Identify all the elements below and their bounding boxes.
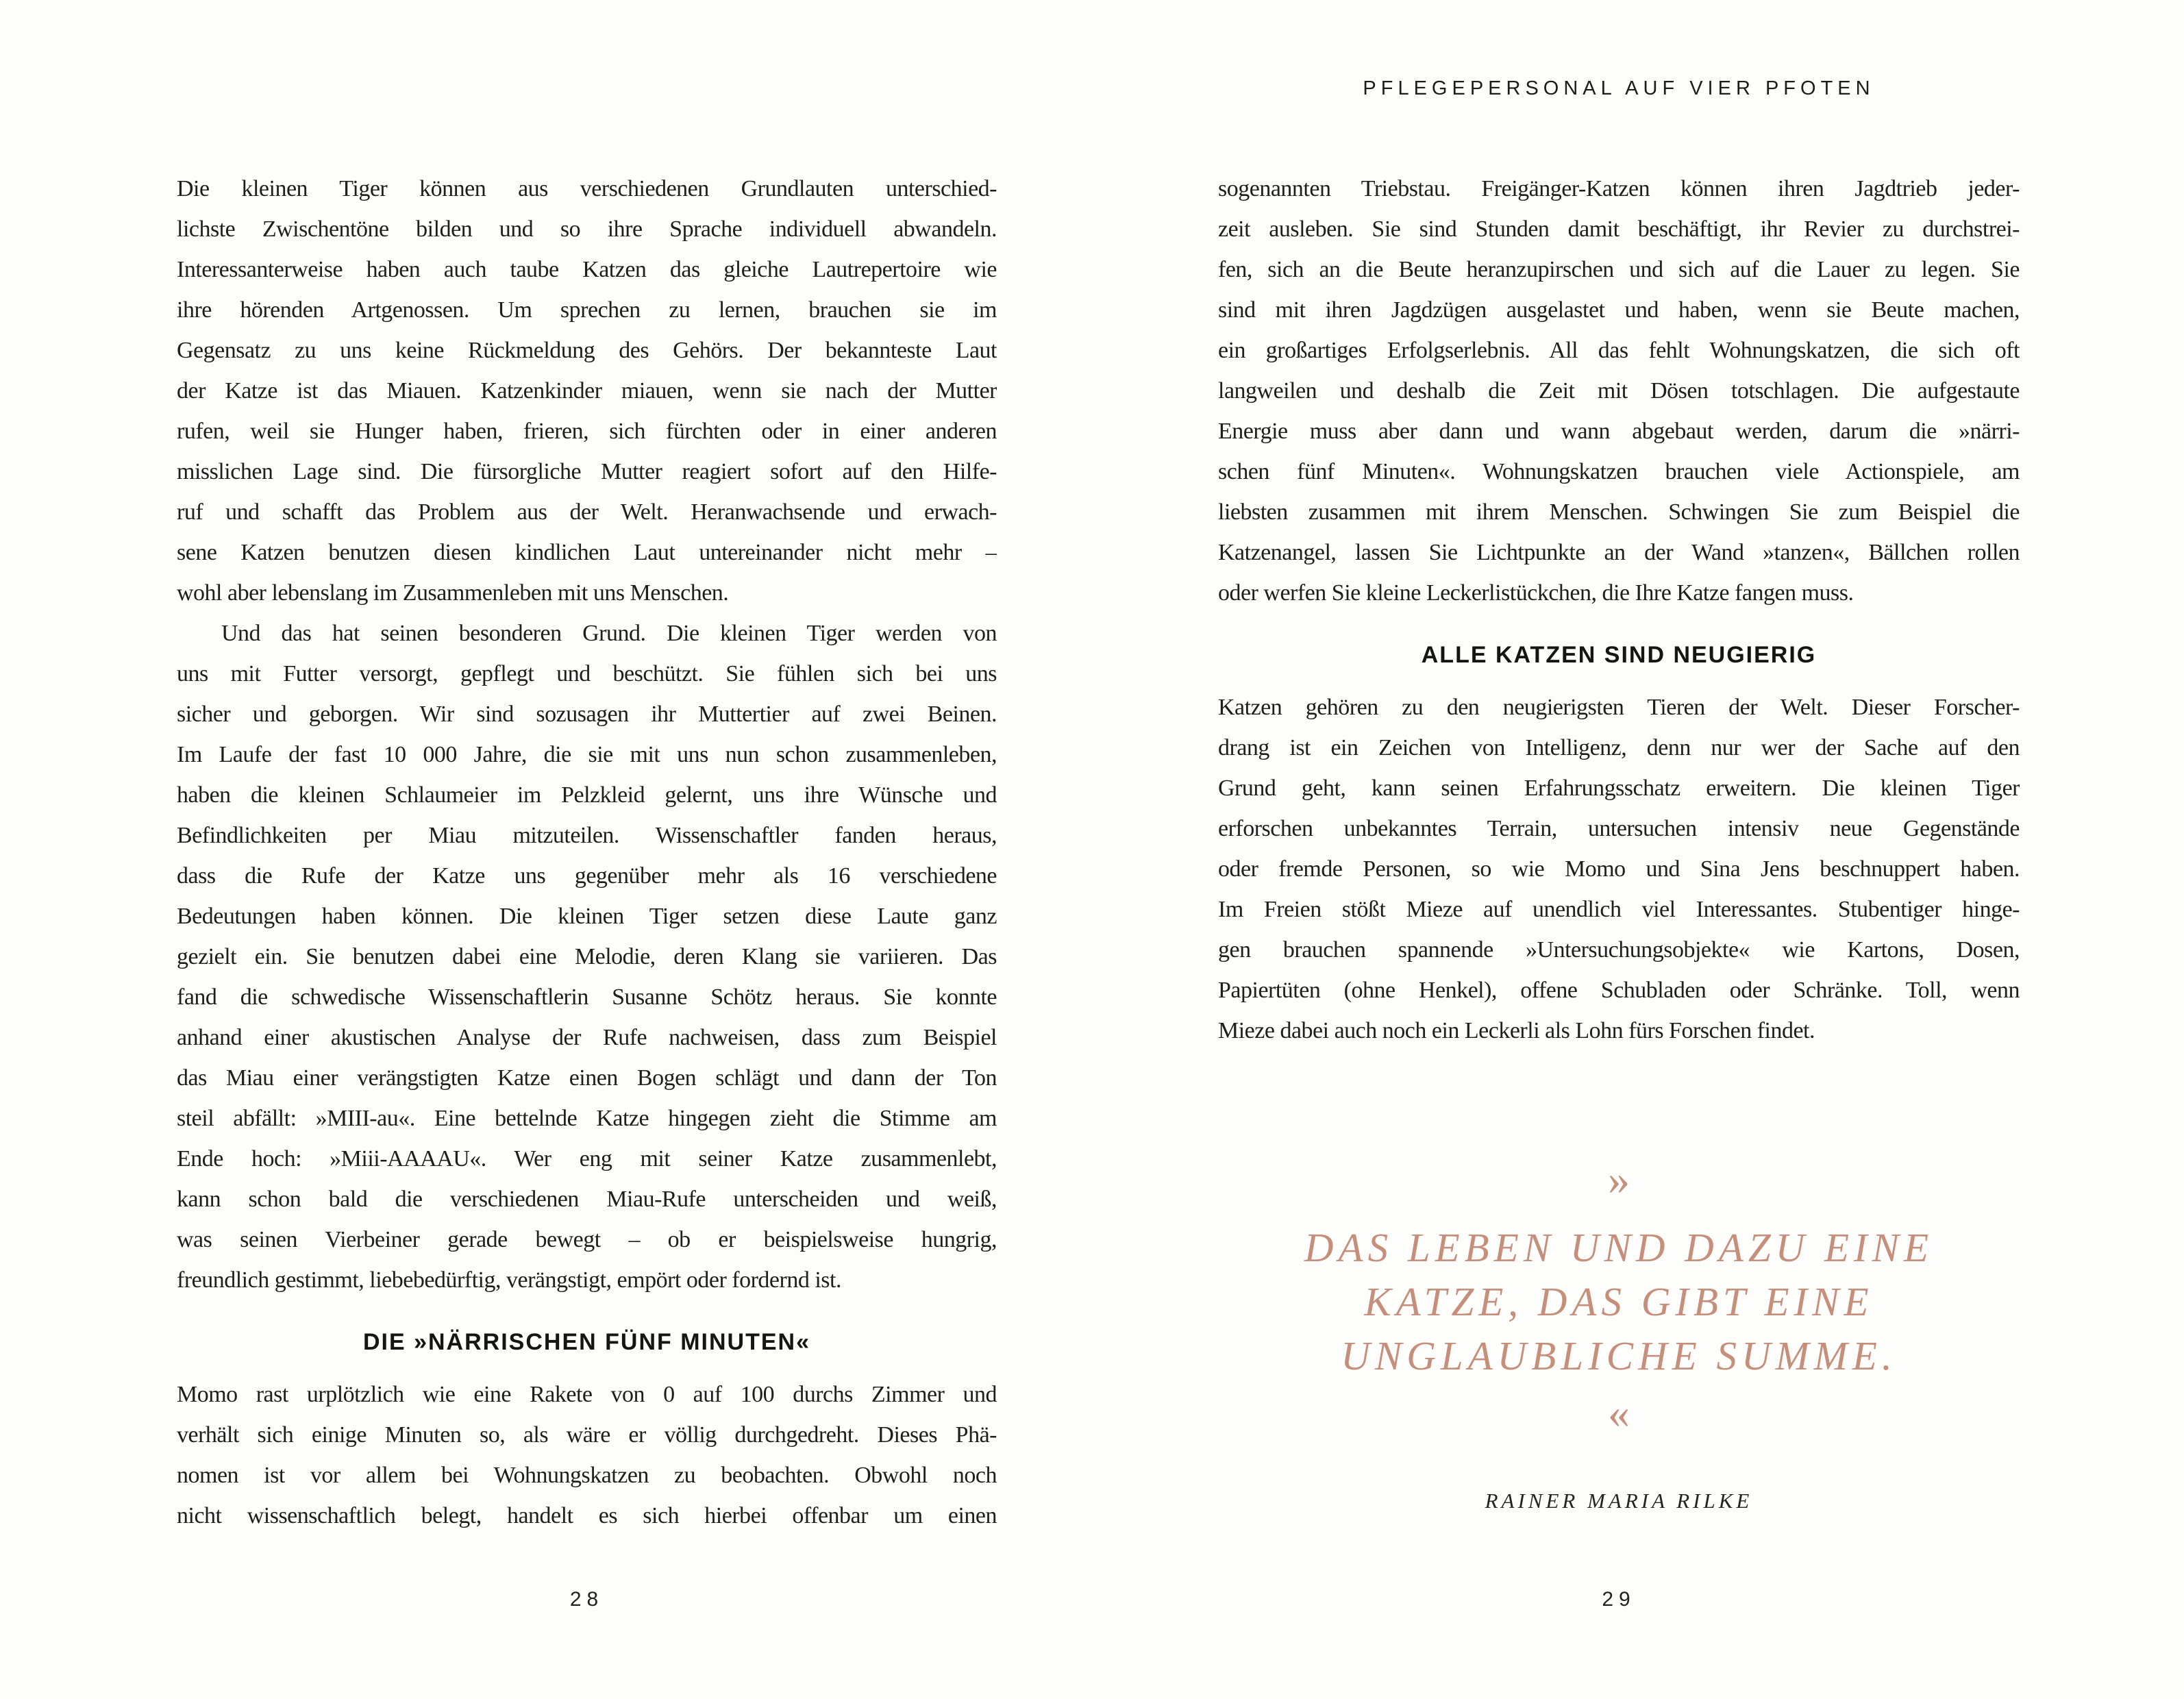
paragraph <box>1218 687 2020 1051</box>
body-line: haben die kleinen Schlaumeier im Pelzkleid gelernt, uns ihre Wünsche und <box>177 782 997 808</box>
body-line: Im Laufe der fast 10 000 Jahre, die sie mit uns nun schon zusammenleben, <box>177 742 997 767</box>
quote-line: DAS LEBEN UND DAZU EINE <box>1304 1225 1934 1270</box>
paragraph <box>1218 169 2020 613</box>
body-line: misslichen Lage sind. Die fürsorgliche Mutter reagiert sofort auf den Hilfe- <box>177 459 997 484</box>
paragraph <box>177 1374 997 1536</box>
body-line: Katzenangel, lassen Sie Lichtpunkte an der Wand »tanzen«, Bällchen rollen <box>1218 540 2020 565</box>
body-line: steil abfällt: »MIII-au«. Eine bettelnde Katze hingegen zieht die Stimme am <box>177 1106 997 1131</box>
body-line: Gegensatz zu uns keine Rückmeldung des Gehörs. Der bekannteste Laut <box>177 338 997 363</box>
body-line: freundlich gestimmt, liebebedürftig, verängstigt, empört oder fordernd ist. <box>177 1267 841 1293</box>
body-line: gen brauchen spannende »Untersuchungsobjekte« wie Kartons, Dosen, <box>1218 937 2020 963</box>
left-text-column <box>177 169 997 1536</box>
body-line: fen, sich an die Beute heranzupirschen und sich auf die Lauer zu legen. Sie <box>1218 257 2020 282</box>
body-line: zeit ausleben. Sie sind Stunden damit beschäftigt, ihr Revier zu durchstrei- <box>1218 216 2020 242</box>
body-line: Die kleinen Tiger können aus verschiedenen Grundlauten unterschied- <box>177 176 997 201</box>
body-line: der Katze ist das Miauen. Katzenkinder miauen, wenn sie nach der Mutter <box>177 378 997 404</box>
body-line: ruf und schafft das Problem aus der Welt. Heranwachsende und erwach- <box>177 499 997 525</box>
body-line: Grund geht, kann seinen Erfahrungsschatz erweitern. Die kleinen Tiger <box>1218 776 2020 801</box>
body-line: sene Katzen benutzen diesen kindlichen Laut untereinander nicht mehr – <box>177 540 997 565</box>
body-line: Katzen gehören zu den neugierigsten Tieren der Welt. Dieser Forscher- <box>1218 695 2020 720</box>
body-line: uns mit Futter versorgt, gepflegt und beschützt. Sie fühlen sich bei uns <box>177 661 997 686</box>
paragraph <box>177 613 997 1300</box>
body-line: das Miau einer verängstigten Katze einen Bogen schlägt und dann der Ton <box>177 1065 997 1091</box>
body-line: Im Freien stößt Mieze auf unendlich viel Interessantes. Stubentiger hinge- <box>1218 897 2020 922</box>
body-line: fand die schwedische Wissenschaftlerin Susanne Schötz heraus. Sie konnte <box>177 984 997 1010</box>
body-line: langweilen und deshalb die Zeit mit Dösen totschlagen. Die aufgestaute <box>1218 378 2020 404</box>
body-line: dass die Rufe der Katze uns gegenüber mehr als 16 verschiedene <box>177 863 997 889</box>
quote-lines <box>1218 1221 2020 1383</box>
body-line: drang ist ein Zeichen von Intelligenz, denn nur wer der Sache auf den <box>1218 735 2020 760</box>
body-line: rufen, weil sie Hunger haben, frieren, sich fürchten oder in einer anderen <box>177 419 997 444</box>
body-line: Ende hoch: »Miii-AAAAU«. Wer eng mit seiner Katze zusammenlebt, <box>177 1146 997 1171</box>
body-line: ihre hörenden Artgenossen. Um sprechen zu lernen, brauchen sie im <box>177 297 997 323</box>
body-line: Und das hat seinen besonderen Grund. Die kleinen Tiger werden von <box>221 621 997 646</box>
body-line: sogenannten Triebstau. Freigänger-Katzen können ihren Jagdtrieb jeder- <box>1218 176 2020 201</box>
quote-attribution: RAINER MARIA RILKE <box>1485 1489 1753 1513</box>
body-line: oder werfen Sie kleine Leckerlistückchen, die Ihre Katze fangen muss. <box>1218 580 1854 606</box>
pull-quote <box>1218 1155 2020 1515</box>
body-line: Energie muss aber dann und wann abgebaut werden, darum die »närri- <box>1218 419 2020 444</box>
body-line: kann schon bald die verschiedenen Miau-Rufe unterscheiden und weiß, <box>177 1187 997 1212</box>
quote-line: KATZE, DAS GIBT EINE <box>1364 1279 1874 1324</box>
body-line: Befindlichkeiten per Miau mitzuteilen. Wissenschaftler fanden heraus, <box>177 823 997 848</box>
body-line: was seinen Vierbeiner gerade bewegt – ob er beispielsweise hungrig, <box>177 1227 997 1252</box>
quote-line: UNGLAUBLICHE SUMME. <box>1341 1333 1897 1378</box>
right-text-column <box>1218 169 2020 1051</box>
body-line: Momo rast urplötzlich wie eine Rakete von 0 auf 100 durchs Zimmer und <box>177 1382 997 1407</box>
body-line: gezielt ein. Sie benutzen dabei eine Melodie, deren Klang sie variieren. Das <box>177 944 997 969</box>
body-line: ein großartiges Erfolgserlebnis. All das fehlt Wohnungskatzen, die sich oft <box>1218 338 2020 363</box>
paragraph <box>177 169 997 613</box>
body-line: Mieze dabei auch noch ein Leckerli als Lohn fürs Forschen findet. <box>1218 1018 1815 1043</box>
body-line: liebsten zusammen mit ihrem Menschen. Schwingen Sie zum Beispiel die <box>1218 499 2020 525</box>
body-line: Papiertüten (ohne Henkel), offene Schubladen oder Schränke. Toll, wenn <box>1218 978 2020 1003</box>
body-line: schen fünf Minuten«. Wohnungskatzen brauchen viele Actionspiele, am <box>1218 459 2020 484</box>
body-line: Bedeutungen haben können. Die kleinen Tiger setzen diese Laute ganz <box>177 904 997 929</box>
body-line: wohl aber lebenslang im Zusammenleben mit uns Menschen. <box>177 580 729 606</box>
body-line: oder fremde Personen, so wie Momo und Sina Jens beschnuppert haben. <box>1218 856 2020 882</box>
body-line: anhand einer akustischen Analyse der Rufe nachweisen, dass zum Beispiel <box>177 1025 997 1050</box>
quote-open-guillemet: » <box>1608 1155 1630 1204</box>
quote-close-guillemet: « <box>1608 1389 1630 1437</box>
body-line: sicher und geborgen. Wir sind sozusagen ihr Muttertier auf zwei Beinen. <box>177 702 997 727</box>
section-heading: DIE »NÄRRISCHEN FÜNF MINUTEN« <box>362 1329 811 1355</box>
body-line: nomen ist vor allem bei Wohnungskatzen zu beobachten. Obwohl noch <box>177 1463 997 1488</box>
body-line: Interessanterweise haben auch taube Katzen das gleiche Lautrepertoire wie <box>177 257 997 282</box>
running-header: PFLEGEPERSONAL AUF VIER PFOTEN <box>1363 77 1875 99</box>
section-heading: ALLE KATZEN SIND NEUGIERIG <box>1421 642 1817 668</box>
body-line: erforschen unbekanntes Terrain, untersuchen intensiv neue Gegenstände <box>1218 816 2020 841</box>
body-line: verhält sich einige Minuten so, als wäre er völlig durchgedreht. Dieses Phä- <box>177 1422 997 1448</box>
body-line: sind mit ihren Jagdzügen ausgelastet und haben, wenn sie Beute machen, <box>1218 297 2020 323</box>
body-line: lichste Zwischentöne bilden und so ihre Sprache individuell abwandeln. <box>177 216 997 242</box>
page-number-left: 28 <box>569 1588 604 1611</box>
page-right <box>1092 0 2184 1699</box>
body-line: nicht wissenschaftlich belegt, handelt es sich hierbei offenbar um einen <box>177 1503 997 1528</box>
page-number-right: 29 <box>1602 1588 1636 1611</box>
